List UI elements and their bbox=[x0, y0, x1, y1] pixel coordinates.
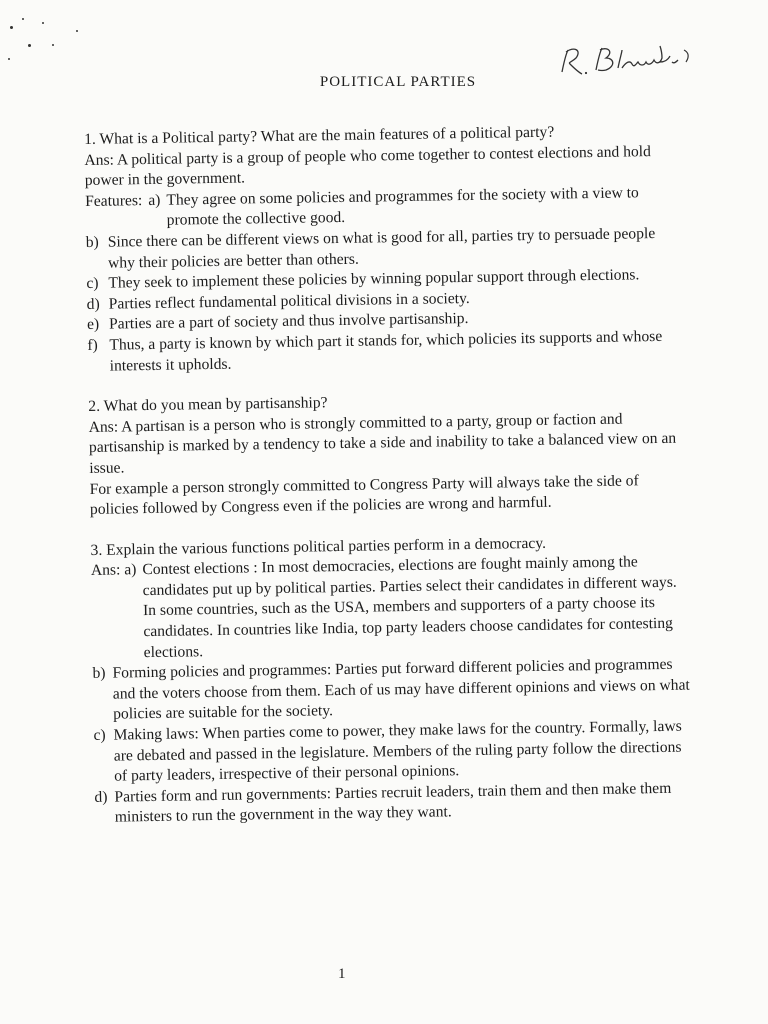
q3-function-c bbox=[93, 717, 694, 788]
q2-example: For example a person strongly committed to Congress Party will always take the side of policies followed by Congress even if the policies are wrong and harmful. bbox=[89, 471, 639, 519]
list-item-text: Making laws: When parties come to power, they make laws for the country. Formally, laws are debated and passed in the legislature. Members of the ruling party follow the directions of party leaders, irrespective of their personal opinions. bbox=[113, 717, 682, 785]
list-marker: f) bbox=[87, 336, 98, 354]
list-marker: d) bbox=[86, 295, 100, 313]
list-item-text: Parties form and run governments: Parties recruit leaders, train them and then make them ministers to run the government in the way they want. bbox=[114, 779, 672, 827]
list-item-text: Contest elections : In most democracies, elections are fought mainly among the candidates put up by political parties. Parties select their candidates in different ways. In some countries, such as the USA, members and supporters of a party choose its candidates. In countries like India, top party leaders choose candidates for contesting elections. bbox=[142, 553, 677, 661]
list-item-text: Parties reflect fundamental political divisions in a society. bbox=[108, 289, 470, 313]
list-item-text: Thus, a party is known by which part it stands for, which policies its supports and whose interests it upholds. bbox=[109, 327, 663, 375]
list-marker: a) bbox=[148, 191, 161, 209]
q2-question: 2. What do you mean by partisanship? bbox=[88, 394, 328, 416]
page-number: 1 bbox=[338, 966, 346, 982]
document-body bbox=[84, 121, 695, 829]
list-marker: c) bbox=[86, 274, 99, 293]
list-marker: b) bbox=[92, 664, 106, 683]
q2-answer: Ans: A partisan is a person who is strongly committed to a party, group or faction and partisanship is marked by a tendency to take a side and inability to take a balanced view on an issue. bbox=[88, 410, 677, 477]
list-item-text: Since there can be different views on what is good for all, parties try to persuade people why their policies are better than others. bbox=[107, 225, 656, 272]
list-marker: d) bbox=[94, 788, 108, 806]
q3-function-a bbox=[91, 552, 693, 664]
q1-answer: Ans: A political party is a group of people who come together to contest elections and hold power in the government. bbox=[84, 142, 651, 190]
list-item-text: Forming policies and programmes: Parties put forward different policies and programmes and the voters choose from them. Each of us may have different opinions and views on what policies are suitable for the society. bbox=[112, 656, 690, 724]
q3-question: 3. Explain the various functions political parties perform in a democracy. bbox=[90, 534, 547, 559]
list-item-text: They agree on some policies and programmes for the society with a view to promote the collective good. bbox=[166, 184, 639, 230]
q1-question: 1. What is a Political party? What are the main features of a political party? bbox=[84, 123, 555, 148]
scan-specks bbox=[6, 14, 86, 64]
list-item-text: Parties are a part of society and thus involve partisanship. bbox=[108, 310, 469, 333]
page-title: POLITICAL PARTIES bbox=[319, 74, 477, 90]
q3-function-d bbox=[94, 778, 695, 829]
list-marker: Ans: a) bbox=[90, 561, 137, 580]
list-marker: c) bbox=[93, 726, 106, 744]
q3-function-b bbox=[92, 655, 693, 726]
features-label: Features: bbox=[84, 191, 143, 210]
list-marker: b) bbox=[85, 233, 99, 251]
list-marker: e) bbox=[86, 316, 100, 334]
list-item-text: They seek to implement these policies by winning popular support through elections. bbox=[108, 266, 640, 292]
